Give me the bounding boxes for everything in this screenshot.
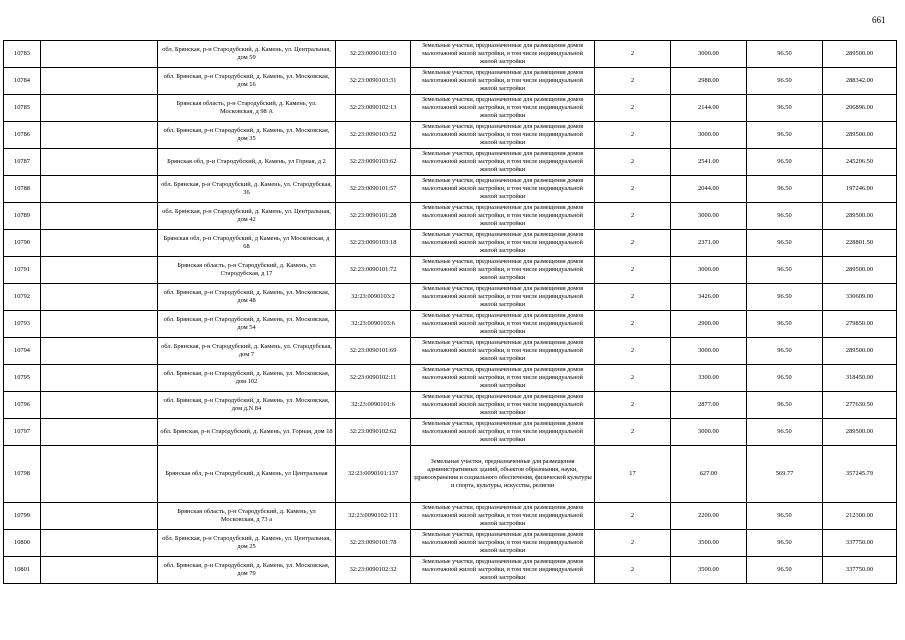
specific-value-cell: 96.50 [747, 365, 823, 392]
address-cell: Брянская обл, р-н Стародубский, д Камень, ул Московская, д 68 [158, 230, 336, 257]
table-row [4, 503, 897, 530]
land-use-cell: Земельные участки, предназначенные для размещения домов малоэтажной жилой застройки, в том числе индивидуальной жилой застройки [411, 149, 595, 176]
table-body [4, 41, 897, 584]
address-cell: обл. Брянская, р-н Стародубский, д. Камень, ул. Московская, дом 79 [158, 557, 336, 584]
table-row [4, 95, 897, 122]
cadastral-value-cell: 330609.00 [823, 284, 897, 311]
land-use-cell: Земельные участки, предназначенные для размещения домов малоэтажной жилой застройки, в том числе индивидуальной жилой застройки [411, 41, 595, 68]
specific-value-cell: 569.77 [747, 446, 823, 503]
page-number: 661 [872, 15, 886, 25]
blank-cell [41, 446, 158, 503]
group-cell: 2 [595, 41, 671, 68]
blank-cell [41, 230, 158, 257]
row-number-cell: 10790 [4, 230, 41, 257]
row-number-cell: 10792 [4, 284, 41, 311]
group-cell: 2 [595, 365, 671, 392]
group-cell: 2 [595, 176, 671, 203]
table-row [4, 419, 897, 446]
cadastral-value-cell: 197246.00 [823, 176, 897, 203]
land-use-cell: Земельные участки, предназначенные для размещения домов малоэтажной жилой застройки, в том числе индивидуальной жилой застройки [411, 338, 595, 365]
cadastral-number-cell: 32:23:0090103:18 [336, 230, 411, 257]
group-cell: 2 [595, 122, 671, 149]
address-cell: Брянская область, р-н Стародубский, д. Камень, ул. Московская, д 98 А [158, 95, 336, 122]
specific-value-cell: 96.50 [747, 503, 823, 530]
area-cell: 3000.00 [671, 203, 747, 230]
table-row [4, 284, 897, 311]
table-row [4, 68, 897, 95]
land-use-cell: Земельные участки, предназначенные для размещения домов малоэтажной жилой застройки, в том числе индивидуальной жилой застройки [411, 284, 595, 311]
specific-value-cell: 96.50 [747, 203, 823, 230]
area-cell: 3300.00 [671, 365, 747, 392]
address-cell: обл. Брянская, р-н Стародубский, д. Камень, ул. Московская, дом 54 [158, 311, 336, 338]
area-cell: 2988.00 [671, 68, 747, 95]
table-row [4, 446, 897, 503]
land-use-cell: Земельные участки, предназначенные для размещения домов малоэтажной жилой застройки, в том числе индивидуальной жилой застройки [411, 68, 595, 95]
land-use-cell: Земельные участки, предназначенные для размещения домов малоэтажной жилой застройки, в том числе индивидуальной жилой застройки [411, 230, 595, 257]
row-number-cell: 10797 [4, 419, 41, 446]
table-row [4, 392, 897, 419]
area-cell: 3000.00 [671, 257, 747, 284]
cadastral-value-cell: 337750.00 [823, 557, 897, 584]
area-cell: 3000.00 [671, 338, 747, 365]
land-use-cell: Земельные участки, предназначенные для размещения домов малоэтажной жилой застройки, в том числе индивидуальной жилой застройки [411, 503, 595, 530]
address-cell: обл. Брянская, р-н Стародубский, д. Камень, ул. Горная, дом 18 [158, 419, 336, 446]
cadastral-value-cell: 289500.00 [823, 338, 897, 365]
row-number-cell: 10795 [4, 365, 41, 392]
group-cell: 2 [595, 530, 671, 557]
address-cell: обл. Брянская, р-н Стародубский, д. Камень, ул. Стародубская, дом 7 [158, 338, 336, 365]
blank-cell [41, 122, 158, 149]
table-row [4, 557, 897, 584]
specific-value-cell: 96.50 [747, 95, 823, 122]
row-number-cell: 10801 [4, 557, 41, 584]
specific-value-cell: 96.50 [747, 338, 823, 365]
address-cell: обл. Брянская, р-н Стародубский, д. Камень, ул. Московская, дом 35 [158, 122, 336, 149]
table-row [4, 122, 897, 149]
address-cell: Брянская область, р-н Стародубский, д. Камень, ул Стародубская, д 17 [158, 257, 336, 284]
area-cell: 3426.00 [671, 284, 747, 311]
specific-value-cell: 96.50 [747, 284, 823, 311]
area-cell: 2044.00 [671, 176, 747, 203]
cadastral-value-cell: 337750.00 [823, 530, 897, 557]
address-cell: обл. Брянская, р-н Стародубский, д. Камень, ул. Московская, дом 48 [158, 284, 336, 311]
area-cell: 3500.00 [671, 557, 747, 584]
group-cell: 2 [595, 203, 671, 230]
land-use-cell: Земельные участки, предназначенные для размещения домов малоэтажной жилой застройки, в том числе индивидуальной жилой застройки [411, 530, 595, 557]
group-cell: 2 [595, 503, 671, 530]
row-number-cell: 10789 [4, 203, 41, 230]
cadastral-number-cell: 32:23:0090103:31 [336, 68, 411, 95]
cadastral-value-cell: 289500.00 [823, 419, 897, 446]
table-row [4, 203, 897, 230]
cadastral-value-table [3, 40, 897, 584]
row-number-cell: 10796 [4, 392, 41, 419]
table-row [4, 230, 897, 257]
group-cell: 2 [595, 230, 671, 257]
cadastral-value-cell: 212300.00 [823, 503, 897, 530]
cadastral-number-cell: 32:23:0090102:32 [336, 557, 411, 584]
table-row [4, 338, 897, 365]
specific-value-cell: 96.50 [747, 530, 823, 557]
cadastral-value-cell: 318450.00 [823, 365, 897, 392]
area-cell: 2877.00 [671, 392, 747, 419]
cadastral-number-cell: 32:23:0090102:11 [336, 365, 411, 392]
address-cell: Брянская обл, р-н Стародубский, д. Камень, ул Горная, д 2 [158, 149, 336, 176]
cadastral-value-cell: 289500.00 [823, 203, 897, 230]
row-number-cell: 10799 [4, 503, 41, 530]
cadastral-number-cell: 32:23:0090103:62 [336, 149, 411, 176]
area-cell: 3000.00 [671, 41, 747, 68]
address-cell: обл. Брянская, р-н Стародубский, д. Камень, ул. Центральная, дом 59 [158, 41, 336, 68]
cadastral-number-cell: 32:23:0090102:111 [336, 503, 411, 530]
specific-value-cell: 96.50 [747, 41, 823, 68]
address-cell: обл. Брянская, р-н Стародубский, д. Камень, ул. Стародубская, 36 [158, 176, 336, 203]
specific-value-cell: 96.50 [747, 557, 823, 584]
table-row [4, 41, 897, 68]
row-number-cell: 10800 [4, 530, 41, 557]
group-cell: 2 [595, 149, 671, 176]
cadastral-value-cell: 357245.79 [823, 446, 897, 503]
blank-cell [41, 41, 158, 68]
blank-cell [41, 530, 158, 557]
group-cell: 2 [595, 557, 671, 584]
blank-cell [41, 338, 158, 365]
address-cell: обл. Брянская, р-н Стародубский, д. Камень, ул. Центральная, дом 25 [158, 530, 336, 557]
blank-cell [41, 149, 158, 176]
specific-value-cell: 96.50 [747, 149, 823, 176]
blank-cell [41, 68, 158, 95]
group-cell: 2 [595, 257, 671, 284]
area-cell: 3500.00 [671, 530, 747, 557]
row-number-cell: 10783 [4, 41, 41, 68]
area-cell: 2541.00 [671, 149, 747, 176]
land-use-cell: Земельные участки, предназначенные для размещения домов малоэтажной жилой застройки, в том числе индивидуальной жилой застройки [411, 392, 595, 419]
cadastral-number-cell: 32:23:0090101:28 [336, 203, 411, 230]
cadastral-value-cell: 279850.00 [823, 311, 897, 338]
land-use-cell: Земельные участки, предназначенные для размещения домов малоэтажной жилой застройки, в том числе индивидуальной жилой застройки [411, 122, 595, 149]
area-cell: 2144.00 [671, 95, 747, 122]
specific-value-cell: 96.50 [747, 419, 823, 446]
cadastral-value-cell: 289500.00 [823, 41, 897, 68]
row-number-cell: 10787 [4, 149, 41, 176]
row-number-cell: 10788 [4, 176, 41, 203]
area-cell: 3000.00 [671, 419, 747, 446]
table-row [4, 530, 897, 557]
specific-value-cell: 96.50 [747, 122, 823, 149]
cadastral-number-cell: 32:23:0090103:52 [336, 122, 411, 149]
blank-cell [41, 257, 158, 284]
cadastral-number-cell: 32:23:0090102:62 [336, 419, 411, 446]
row-number-cell: 10793 [4, 311, 41, 338]
specific-value-cell: 96.50 [747, 230, 823, 257]
row-number-cell: 10798 [4, 446, 41, 503]
cadastral-value-cell: 206896.00 [823, 95, 897, 122]
row-number-cell: 10784 [4, 68, 41, 95]
area-cell: 627.00 [671, 446, 747, 503]
row-number-cell: 10794 [4, 338, 41, 365]
row-number-cell: 10785 [4, 95, 41, 122]
address-cell: обл. Брянская, р-н Стародубский, д. Камень, ул. Московская, дом 16 [158, 68, 336, 95]
area-cell: 2371.00 [671, 230, 747, 257]
blank-cell [41, 311, 158, 338]
cadastral-number-cell: 32:23:0090101:57 [336, 176, 411, 203]
cadastral-number-cell: 32:23:0090101:137 [336, 446, 411, 503]
cadastral-value-cell: 289500.00 [823, 122, 897, 149]
cadastral-number-cell: 32:23:0090103:2 [336, 284, 411, 311]
land-use-cell: Земельные участки, предназначенные для размещения домов малоэтажной жилой застройки, в том числе индивидуальной жилой застройки [411, 557, 595, 584]
group-cell: 2 [595, 284, 671, 311]
cadastral-number-cell: 32:23:0090101:78 [336, 530, 411, 557]
row-number-cell: 10791 [4, 257, 41, 284]
land-use-cell: Земельные участки, предназначенные для размещения домов малоэтажной жилой застройки, в том числе индивидуальной жилой застройки [411, 176, 595, 203]
land-use-cell: Земельные участки, предназначенные для размещения домов малоэтажной жилой застройки, в том числе индивидуальной жилой застройки [411, 95, 595, 122]
blank-cell [41, 503, 158, 530]
blank-cell [41, 365, 158, 392]
specific-value-cell: 96.50 [747, 176, 823, 203]
table-row [4, 176, 897, 203]
area-cell: 2200.00 [671, 503, 747, 530]
land-use-cell: Земельные участки, предназначенные для размещения домов малоэтажной жилой застройки, в том числе индивидуальной жилой застройки [411, 365, 595, 392]
specific-value-cell: 96.50 [747, 257, 823, 284]
address-cell: Брянская обл, р-н Стародубский, д Камень, ул Центральная [158, 446, 336, 503]
cadastral-number-cell: 32:23:0090103:6 [336, 311, 411, 338]
cadastral-value-cell: 228801.50 [823, 230, 897, 257]
cadastral-number-cell: 32:23:0090101:72 [336, 257, 411, 284]
group-cell: 2 [595, 392, 671, 419]
land-use-cell: Земельные участки, предназначенные для размещения домов малоэтажной жилой застройки, в том числе индивидуальной жилой застройки [411, 257, 595, 284]
blank-cell [41, 392, 158, 419]
group-cell: 2 [595, 419, 671, 446]
blank-cell [41, 557, 158, 584]
group-cell: 2 [595, 68, 671, 95]
group-cell: 2 [595, 95, 671, 122]
cadastral-number-cell: 32:23:0090102:13 [336, 95, 411, 122]
cadastral-number-cell: 32:23:0090101:69 [336, 338, 411, 365]
blank-cell [41, 176, 158, 203]
land-use-cell: Земельные участки, предназначенные для размещения домов малоэтажной жилой застройки, в том числе индивидуальной жилой застройки [411, 311, 595, 338]
blank-cell [41, 203, 158, 230]
cadastral-number-cell: 32:23:0090101:6 [336, 392, 411, 419]
cadastral-value-cell: 288342.00 [823, 68, 897, 95]
land-use-cell: Земельные участки, предназначенные для размещения домов малоэтажной жилой застройки, в том числе индивидуальной жилой застройки [411, 203, 595, 230]
address-cell: обл. Брянская, р-н Стародубский, д. Камень, ул. Московская, дом 102 [158, 365, 336, 392]
land-use-cell: Земельные участки, предназначенные для размещения домов малоэтажной жилой застройки, в том числе индивидуальной жилой застройки [411, 419, 595, 446]
cadastral-number-cell: 32:23:0090103:10 [336, 41, 411, 68]
table-row [4, 149, 897, 176]
group-cell: 2 [595, 338, 671, 365]
blank-cell [41, 284, 158, 311]
blank-cell [41, 95, 158, 122]
specific-value-cell: 96.50 [747, 311, 823, 338]
address-cell: обл. Брянская, р-н Стародубский, д. Камень, ул. Московская, дом д.N 84 [158, 392, 336, 419]
table-row [4, 311, 897, 338]
cadastral-value-cell: 289500.00 [823, 257, 897, 284]
address-cell: Брянская область, р-н Стародубский, д. Камень, ул Московская, д 73 а [158, 503, 336, 530]
cadastral-value-cell: 277630.50 [823, 392, 897, 419]
row-number-cell: 10786 [4, 122, 41, 149]
blank-cell [41, 419, 158, 446]
group-cell: 2 [595, 311, 671, 338]
address-cell: обл. Брянская, р-н Стародубский, д. Камень, ул. Центральная, дом 42 [158, 203, 336, 230]
land-use-cell: Земельные участки, предназначенные для размещения административных зданий, объектов образования, науки, здравоохранения и социального обеспечения, физической культуры и спорта, культуры, искусства, религии [411, 446, 595, 503]
table-row [4, 257, 897, 284]
area-cell: 2900.00 [671, 311, 747, 338]
table-row [4, 365, 897, 392]
area-cell: 3000.00 [671, 122, 747, 149]
specific-value-cell: 96.50 [747, 392, 823, 419]
group-cell: 17 [595, 446, 671, 503]
cadastral-value-cell: 245206.50 [823, 149, 897, 176]
specific-value-cell: 96.50 [747, 68, 823, 95]
